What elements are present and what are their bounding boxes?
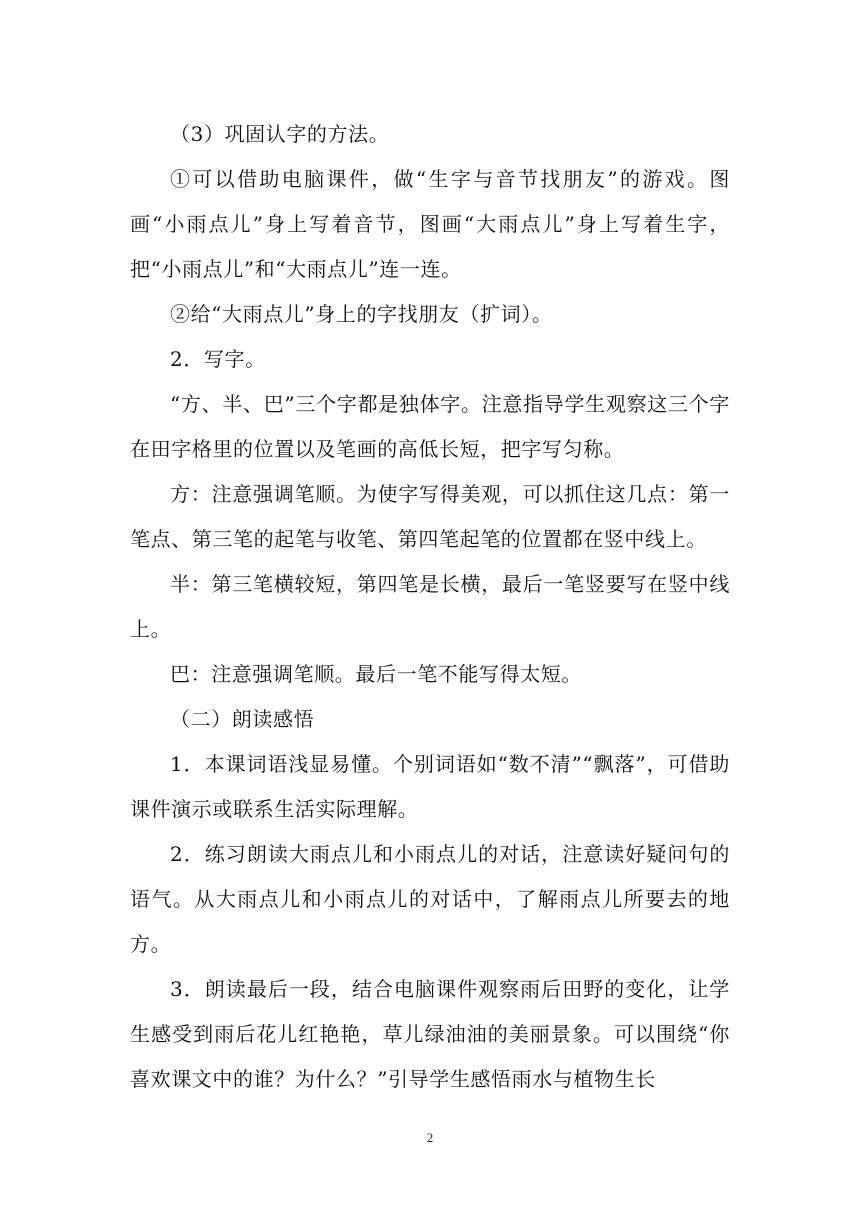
paragraph: 巴：注意强调笔顺。最后一笔不能写得太短。 — [170, 662, 582, 686]
paragraph: “方、半、巴”三个字都是独体字。注意指导学生观察这三个字在田字格里的位置以及笔画的高低长短，把字写匀称。 — [130, 392, 730, 461]
paragraph: ①可以借助电脑课件，做“生字与音节找朋友”的游戏。图画“小雨点儿”身上写着音节，图画“大雨点儿”身上写着生字，把“小雨点儿”和“大雨点儿”连一连。 — [130, 167, 730, 281]
paragraph: 半：第三笔横较短，第四笔是长横，最后一笔竖要写在竖中线上。 — [130, 572, 730, 641]
paragraph: 2．练习朗读大雨点儿和小雨点儿的对话，注意读好疑问句的语气。从大雨点儿和小雨点儿的对话中，了解雨点儿所要去的地方。 — [130, 842, 730, 956]
paragraph: 方：注意强调笔顺。为使字写得美观，可以抓住这几点：第一笔点、第三笔的起笔与收笔、第四笔起笔的位置都在竖中线上。 — [130, 482, 730, 551]
section-heading: （二）朗读感悟 — [170, 707, 315, 731]
paragraph: （3）巩固认字的方法。 — [170, 122, 390, 146]
paragraph: ②给“大雨点儿”身上的字找朋友（扩词）。 — [170, 302, 553, 326]
page-number: 2 — [426, 1130, 434, 1145]
paragraph: 1．本课词语浅显易懂。个别词语如“数不清”“飘落”，可借助课件演示或联系生活实际理解。 — [130, 752, 730, 821]
document-body — [130, 112, 730, 1102]
paragraph: 3．朗读最后一段，结合电脑课件观察雨后田野的变化，让学生感受到雨后花儿红艳艳，草儿绿油油的美丽景象。可以围绕“你喜欢课文中的谁？为什么？”引导学生感悟雨水与植物生长 — [130, 977, 730, 1091]
paragraph: 2．写字。 — [170, 347, 266, 371]
